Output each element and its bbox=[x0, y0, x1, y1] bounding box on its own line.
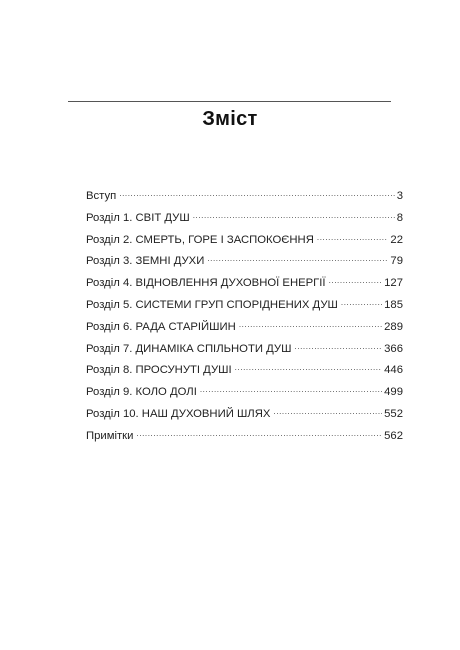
toc-entry-page: 3 bbox=[396, 190, 403, 202]
dot-leader bbox=[317, 229, 389, 243]
dot-leader bbox=[329, 272, 383, 286]
dot-leader bbox=[235, 359, 383, 373]
dot-leader bbox=[200, 381, 382, 395]
toc-entry-intro bbox=[86, 185, 403, 207]
toc-entry-label: Розділ 10. НАШ ДУХОВНИЙ ШЛЯХ bbox=[86, 407, 271, 420]
toc-entry-page: 8 bbox=[396, 211, 403, 224]
toc-entry-chapter-10 bbox=[86, 403, 403, 425]
dot-leader bbox=[136, 425, 382, 439]
toc-entry-chapter-1 bbox=[86, 207, 403, 229]
toc-entry-label: Примітки bbox=[86, 429, 134, 442]
toc-entry-label: Розділ 5. СИСТЕМИ ГРУП СПОРІДНЕНИХ ДУШ bbox=[86, 298, 338, 311]
toc-entry-label: Розділ 8. ПРОСУНУТІ ДУШІ bbox=[86, 364, 232, 377]
toc-entry-label: Розділ 1. СВІТ ДУШ bbox=[86, 211, 190, 224]
dot-leader bbox=[119, 185, 394, 199]
toc-entry-page: 446 bbox=[384, 364, 403, 377]
toc-entry-chapter-8 bbox=[86, 359, 403, 381]
toc-entry-notes bbox=[86, 425, 403, 447]
toc-entry-page: 562 bbox=[384, 429, 403, 442]
toc-entry-chapter-2 bbox=[86, 229, 403, 251]
toc-entry-label: Розділ 9. КОЛО ДОЛІ bbox=[86, 386, 197, 399]
toc-entry-label: Розділ 3. ЗЕМНІ ДУХИ bbox=[86, 255, 205, 268]
toc-entry-chapter-9 bbox=[86, 381, 403, 403]
toc-entry-page: 366 bbox=[384, 342, 403, 355]
toc-entry-page: 552 bbox=[384, 407, 403, 420]
toc-entry-label: Розділ 7. ДИНАМІКА СПІЛЬНОТИ ДУШ bbox=[86, 342, 292, 355]
toc-entry-page: 289 bbox=[384, 320, 403, 333]
toc-entry-chapter-3 bbox=[86, 250, 403, 272]
toc-entry-label: Вступ bbox=[86, 190, 117, 202]
dot-leader bbox=[239, 316, 382, 330]
dot-leader bbox=[341, 294, 382, 308]
dot-leader bbox=[207, 250, 388, 264]
toc-entry-label: Розділ 4. ВІДНОВЛЕННЯ ДУХОВНОЇ ЕНЕРГІЇ bbox=[86, 277, 326, 290]
toc-entry-chapter-7 bbox=[86, 338, 403, 360]
toc-entry-page: 185 bbox=[384, 298, 403, 311]
toc-entry-page: 499 bbox=[384, 386, 403, 399]
toc-entry-page: 127 bbox=[384, 277, 403, 290]
toc-entry-chapter-4 bbox=[86, 272, 403, 294]
table-of-contents bbox=[86, 185, 403, 447]
page-title: Зміст bbox=[202, 108, 258, 130]
toc-entry-page: 79 bbox=[390, 255, 403, 268]
header-rule bbox=[68, 101, 391, 102]
toc-entry-label: Розділ 2. СМЕРТЬ, ГОРЕ І ЗАСПОКОЄННЯ bbox=[86, 233, 314, 246]
dot-leader bbox=[273, 403, 382, 417]
toc-entry-label: Розділ 6. РАДА СТАРІЙШИН bbox=[86, 320, 236, 333]
dot-leader bbox=[294, 338, 382, 352]
toc-entry-page: 22 bbox=[390, 233, 403, 246]
toc-entry-chapter-6 bbox=[86, 316, 403, 338]
toc-entry-chapter-5 bbox=[86, 294, 403, 316]
dot-leader bbox=[193, 207, 395, 221]
